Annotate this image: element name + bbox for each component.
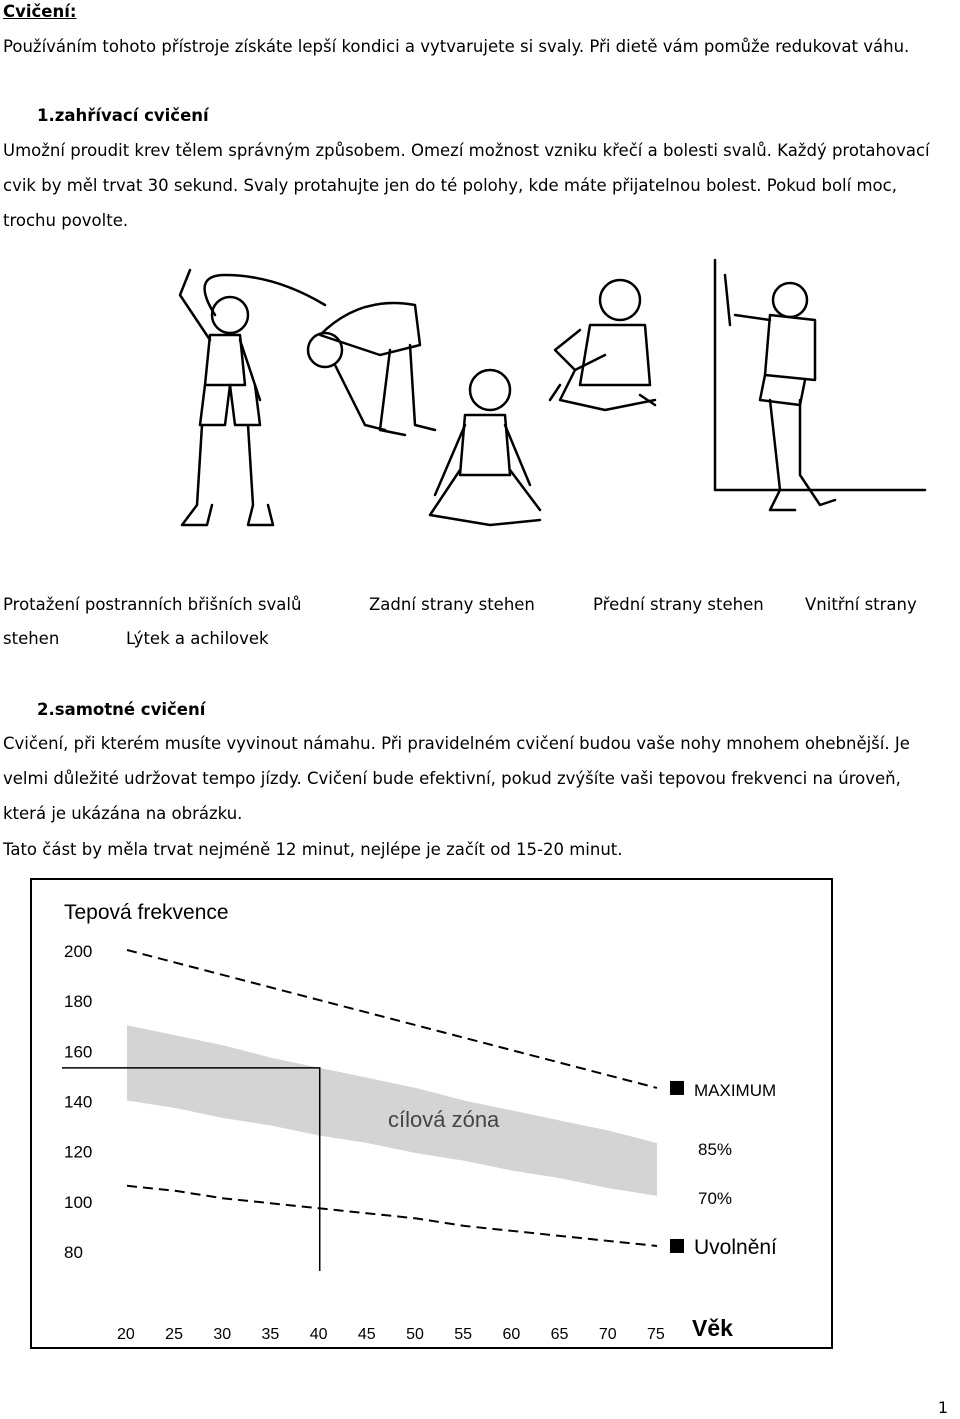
x-tick-label: 35 bbox=[261, 1326, 280, 1343]
x-tick-label: 25 bbox=[165, 1326, 183, 1343]
y-tick-label: 100 bbox=[64, 1192, 93, 1212]
section2-line: Tato část by měla trvat nejméně 12 minut, nejlépe je začít od 15-20 minut. bbox=[3, 840, 623, 859]
heart-rate-chart bbox=[30, 878, 833, 1349]
section2-line: Cvičení, při kterém musíte vyvinout námahu. Při pravidelném cvičení budou vaše nohy mnohem ohebnější. Je bbox=[3, 734, 910, 753]
x-tick-label: 55 bbox=[454, 1326, 473, 1343]
chart-title: Tepová frekvence bbox=[64, 901, 229, 924]
y-tick-label: 200 bbox=[64, 942, 93, 961]
section1-line: trochu povolte. bbox=[3, 211, 129, 230]
caption-inner-thighs: Vnitřní strany bbox=[805, 595, 917, 614]
caption-side-abdominal: Protažení postranních břišních svalů bbox=[3, 595, 302, 614]
y-tick-label: 120 bbox=[64, 1142, 93, 1162]
section2-line: velmi důležité udržovat tempo jízdy. Cvičení bude efektivní, pokud zvýšíte vaši tepovou frekvenci na úroveň, bbox=[3, 769, 901, 788]
figure-kneeling bbox=[430, 370, 540, 525]
series-end-marker bbox=[670, 1239, 684, 1253]
section2-line: která je ukázána na obrázku. bbox=[3, 804, 243, 823]
x-tick-label: 20 bbox=[117, 1326, 135, 1343]
x-tick-label: 45 bbox=[357, 1326, 376, 1343]
x-tick-label: 60 bbox=[502, 1326, 521, 1343]
page-heading: Cvičení: bbox=[3, 2, 77, 21]
x-axis-label: Věk bbox=[692, 1315, 733, 1341]
figure-wall-stretch bbox=[715, 260, 925, 510]
caption-quadriceps: Přední strany stehen bbox=[593, 595, 764, 614]
zone-label: cílová zóna bbox=[388, 1107, 500, 1132]
x-tick-label: 30 bbox=[213, 1326, 232, 1343]
page-number: 1 bbox=[937, 1398, 948, 1417]
y-tick-label: 140 bbox=[64, 1092, 93, 1112]
section2-title: 2.samotné cvičení bbox=[37, 700, 206, 719]
intro-text: Používáním tohoto přístroje získáte lepší kondici a vytvarujete si svaly. Při dietě vám pomůže redukovat váhu. bbox=[3, 37, 910, 56]
caption-hamstrings: Zadní strany stehen bbox=[369, 595, 535, 614]
x-tick-label: 75 bbox=[647, 1326, 665, 1343]
series-label-3: Uvolnění bbox=[694, 1235, 777, 1259]
y-tick-label: 160 bbox=[64, 1042, 93, 1062]
series-end-marker bbox=[670, 1081, 684, 1095]
series-label-2: 70% bbox=[698, 1188, 733, 1208]
x-tick-label: 65 bbox=[550, 1326, 569, 1343]
y-tick-label: 80 bbox=[64, 1243, 83, 1262]
section1-line: Umožní proudit krev tělem správným způsobem. Omezí možnost vzniku křečí a bolesti svalů. Každý protahovací bbox=[3, 141, 930, 160]
figure-side-bend bbox=[180, 270, 325, 525]
y-tick-label: 180 bbox=[64, 992, 93, 1012]
caption-inner-thighs-cont: stehen bbox=[3, 629, 60, 648]
stretch-illustrations bbox=[120, 255, 930, 545]
x-tick-label: 50 bbox=[406, 1326, 424, 1343]
figure-forward-bend bbox=[308, 303, 435, 435]
x-tick-label: 70 bbox=[598, 1326, 617, 1343]
section1-line: cvik by měl trvat 30 sekund. Svaly protahujte jen do té polohy, kde máte přijatelnou bolest. Pokud bolí moc, bbox=[3, 176, 897, 195]
series-label-1: 85% bbox=[698, 1140, 733, 1160]
x-tick-label: 40 bbox=[309, 1326, 328, 1343]
caption-calves: Lýtek a achilovek bbox=[126, 629, 269, 648]
figure-sitting bbox=[550, 280, 655, 410]
section1-title: 1.zahřívací cvičení bbox=[37, 106, 209, 125]
series-label-0: MAXIMUM bbox=[694, 1080, 777, 1100]
